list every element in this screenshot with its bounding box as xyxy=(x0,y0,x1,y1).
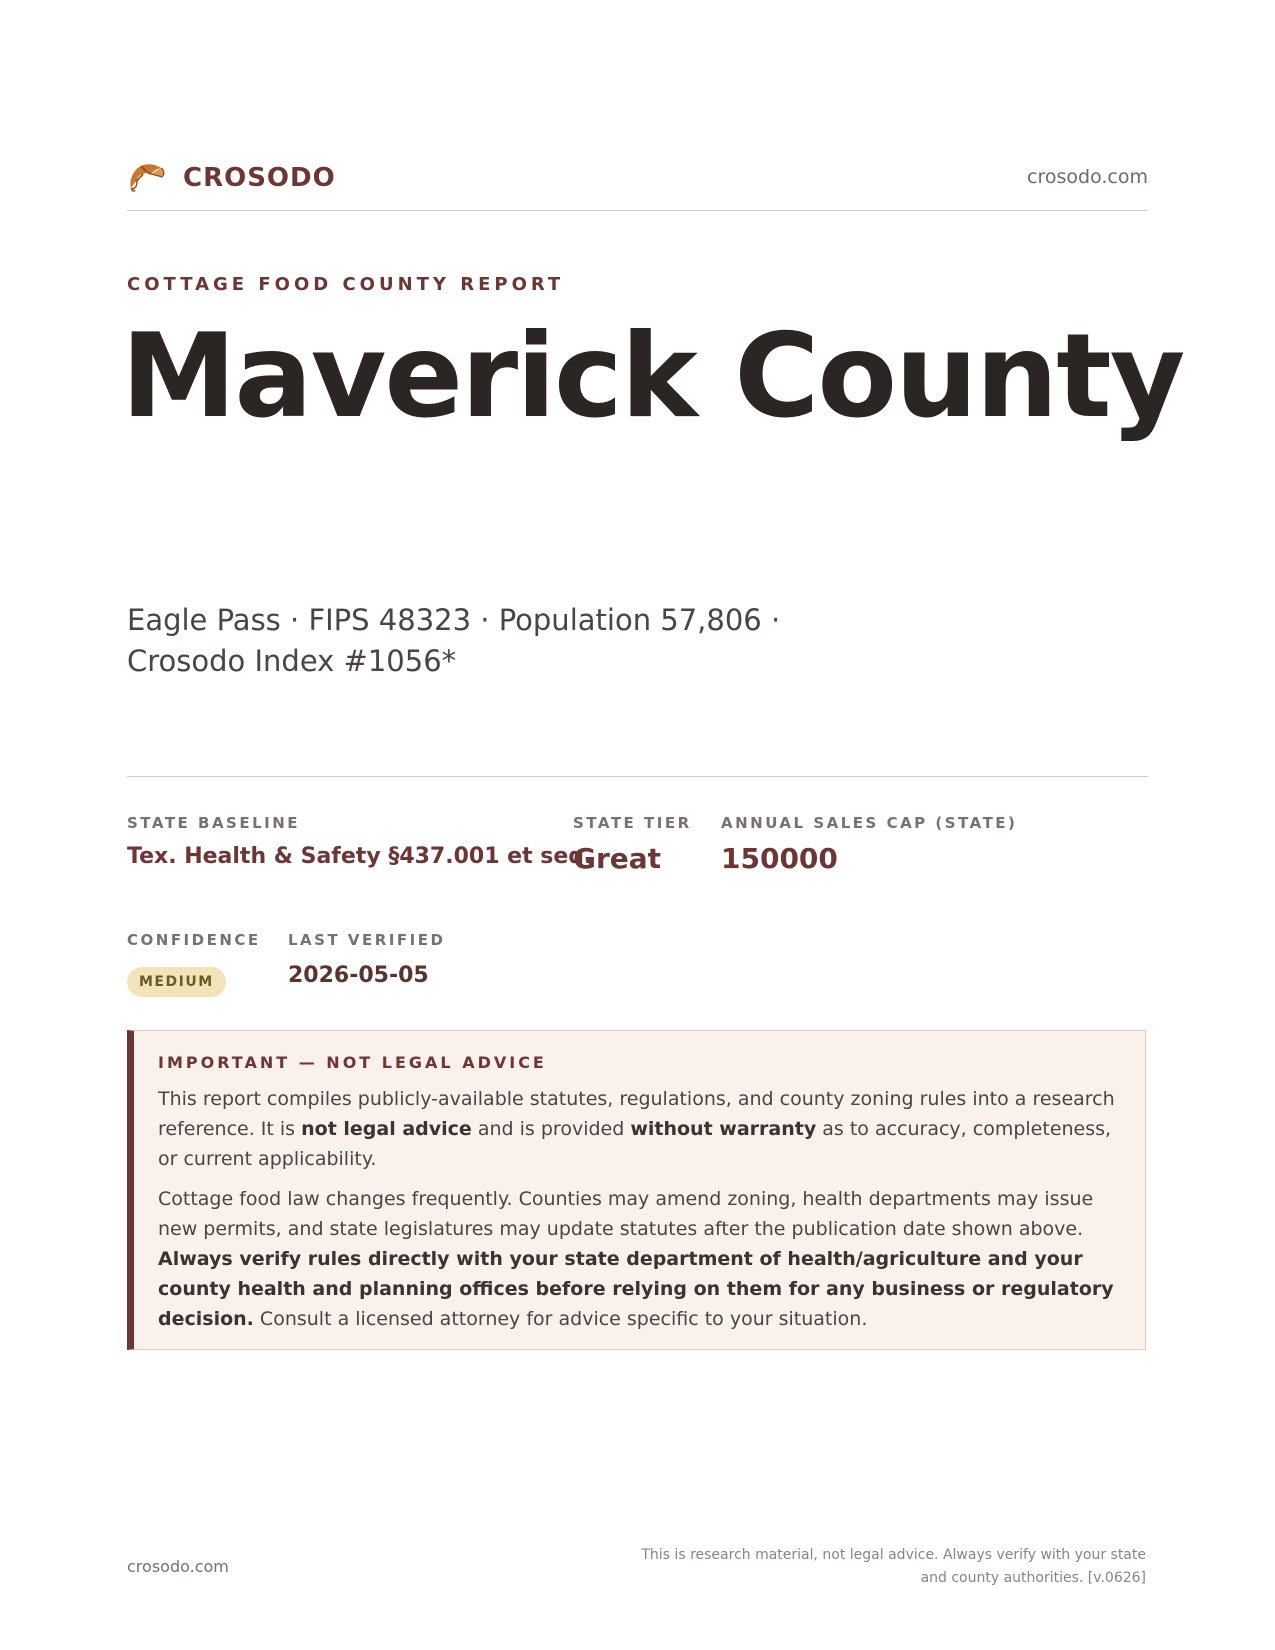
page-title: Maverick County xyxy=(121,309,1184,444)
croissant-icon xyxy=(127,160,167,196)
footer-url[interactable]: crosodo.com xyxy=(127,1557,229,1576)
stat-confidence xyxy=(127,931,261,997)
brand[interactable] xyxy=(127,160,336,196)
section-divider xyxy=(127,776,1148,777)
notice-emphasis: without warranty xyxy=(630,1118,817,1140)
notice-text: Cottage food law changes frequently. Counties may amend zoning, health departments may issue new permits, and state legislatures may update statutes after the publication date shown above. xyxy=(158,1188,1094,1240)
notice-text: Consult a licensed attorney for advice specific to your situation. xyxy=(253,1308,868,1330)
stat-label: LAST VERIFIED xyxy=(288,931,446,949)
page-header xyxy=(127,152,1148,211)
notice-text: This report compiles publicly-available statutes, regulations, and county zoning rules into a research reference. It is xyxy=(158,1088,1115,1140)
brand-name: CROSODO xyxy=(183,163,336,193)
stat-value: Tex. Health & Safety §437.001 et seq. xyxy=(127,844,593,869)
stat-state-tier xyxy=(573,814,692,875)
stat-state-baseline xyxy=(127,814,592,869)
notice-paragraph xyxy=(158,1084,1119,1174)
notice-text: as to accuracy, completeness, or current applicability. xyxy=(158,1118,1112,1170)
stat-value: Great xyxy=(573,842,662,875)
stat-value: 2026-05-05 xyxy=(288,963,429,988)
footer-disclaimer: This is research material, not legal advice. Always verify with your state and county authorities. [v.0626] xyxy=(641,1547,1146,1586)
notice-paragraph xyxy=(158,1184,1119,1334)
report-eyebrow: COTTAGE FOOD COUNTY REPORT xyxy=(127,274,565,295)
confidence-badge: MEDIUM xyxy=(127,967,226,997)
stat-value: 150000 xyxy=(721,842,838,875)
stat-last-verified xyxy=(288,931,445,988)
report-subtitle: Eagle Pass · FIPS 48323 · Population 57,806 · Crosodo Index #1056* xyxy=(127,603,781,678)
notice-title: IMPORTANT — NOT LEGAL ADVICE xyxy=(158,1053,547,1072)
notice-text: and is provided xyxy=(471,1118,631,1140)
legal-notice xyxy=(127,1030,1146,1350)
notice-emphasis: Always verify rules directly with your state department of health/agriculture and your county health and planning offices before relying on them for any business or regulatory decision. xyxy=(158,1248,1114,1330)
stat-label: ANNUAL SALES CAP (STATE) xyxy=(721,814,1018,832)
stat-label: STATE TIER xyxy=(573,814,692,832)
notice-emphasis: not legal advice xyxy=(301,1118,472,1140)
header-url[interactable]: crosodo.com xyxy=(1027,166,1148,188)
stat-label: CONFIDENCE xyxy=(127,931,261,949)
stat-sales-cap xyxy=(721,814,1017,875)
stat-label: STATE BASELINE xyxy=(127,814,301,832)
